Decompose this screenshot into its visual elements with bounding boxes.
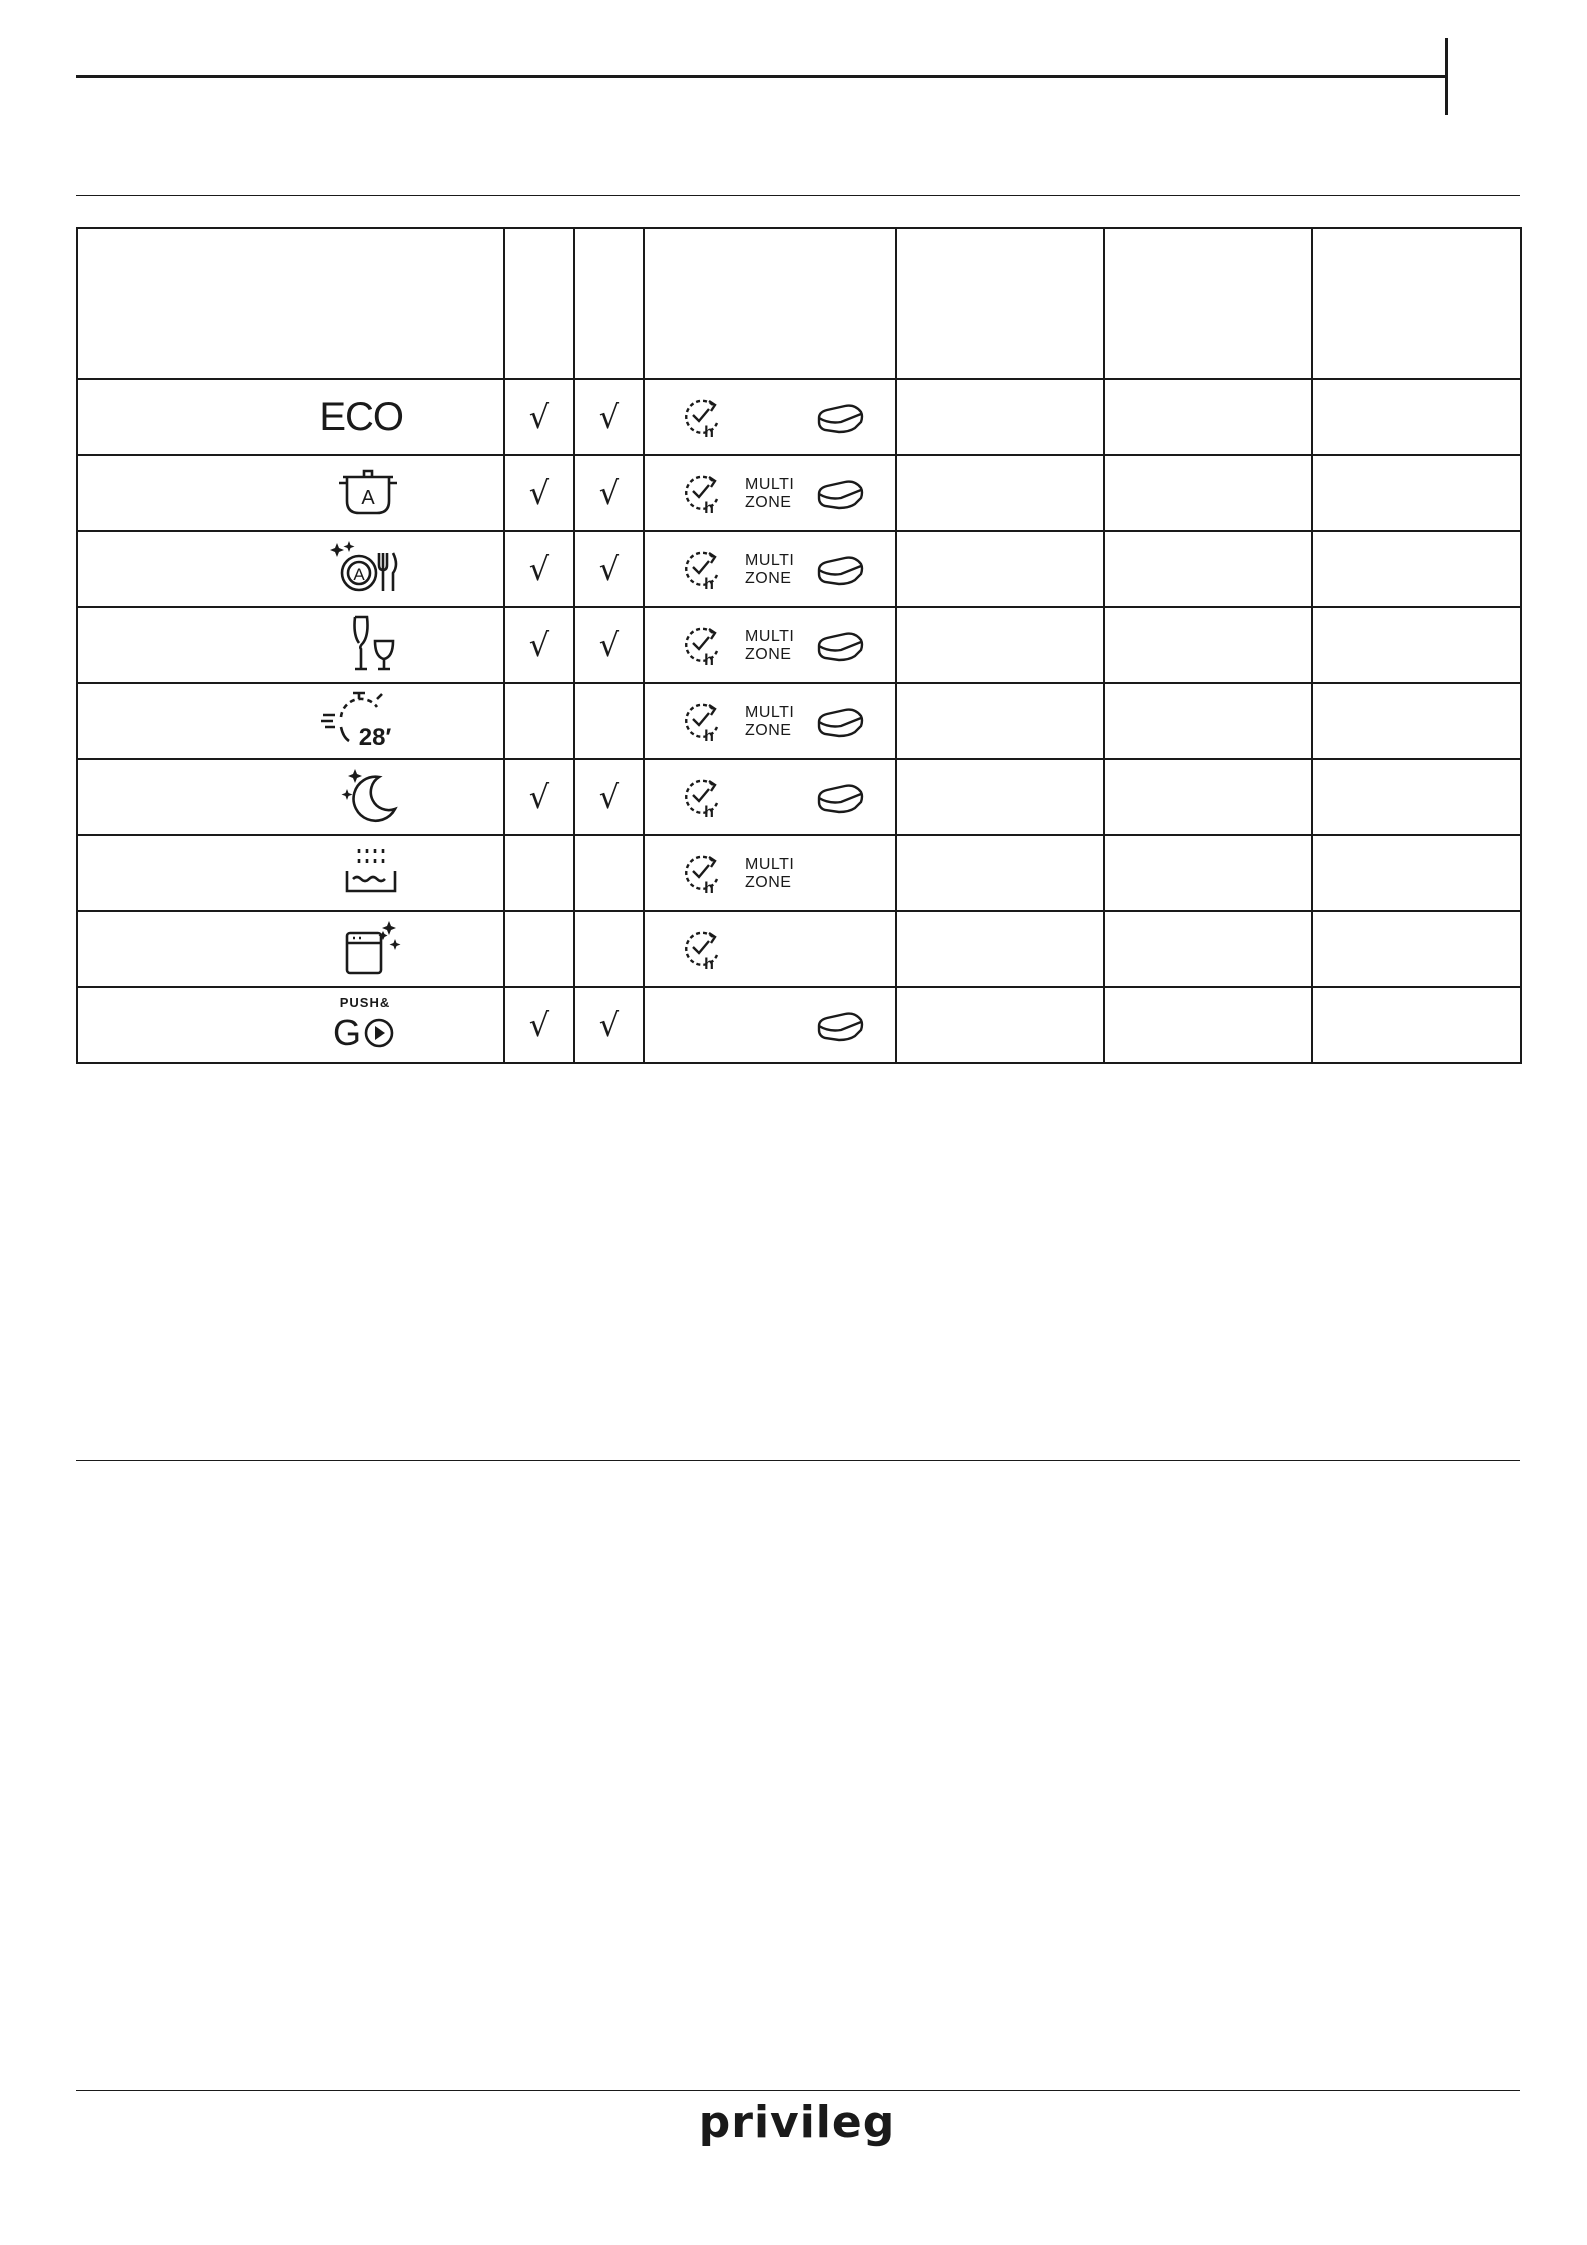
svg-text:G: G — [332, 1011, 362, 1053]
empty-cell — [896, 987, 1104, 1063]
check-mark: √ — [598, 626, 620, 664]
tablet-icon — [815, 706, 865, 740]
program-icon-cell — [77, 455, 504, 531]
program-icon-cell — [77, 835, 504, 911]
top-corner-tick — [1445, 38, 1448, 115]
options-cell — [644, 531, 896, 607]
multizone-line2: ZONE — [745, 646, 792, 663]
svg-text:28′: 28′ — [358, 723, 392, 751]
multizone-line2: ZONE — [745, 494, 792, 511]
options-cell — [644, 987, 896, 1063]
tablet-icon — [815, 478, 865, 512]
check-mark: √ — [528, 778, 550, 816]
check-mark: √ — [598, 474, 620, 512]
check-cell-2 — [574, 607, 644, 683]
empty-cell — [1104, 759, 1312, 835]
footer-rule — [76, 2090, 1520, 2091]
options-group — [645, 686, 895, 756]
multizone-line1: MULTI — [745, 856, 795, 873]
options-cell — [644, 683, 896, 759]
fast-28-program-icon — [319, 723, 403, 755]
check-cell-1 — [504, 911, 574, 987]
empty-cell — [1104, 379, 1312, 455]
svg-text:h: h — [704, 728, 714, 745]
bottom-section-rule — [76, 1460, 1520, 1461]
check-cell-2 — [574, 379, 644, 455]
multizone-icon — [745, 856, 794, 892]
empty-cell — [896, 379, 1104, 455]
empty-cell — [1312, 835, 1521, 911]
multizone-icon — [745, 476, 794, 512]
options-group — [645, 914, 895, 984]
svg-text:h: h — [704, 880, 714, 897]
program-row-auto-intensive — [77, 455, 1521, 531]
empty-cell — [1312, 911, 1521, 987]
check-mark: √ — [528, 626, 550, 664]
check-cell-1 — [504, 379, 574, 455]
svg-text:A: A — [361, 486, 375, 509]
program-icon-cell — [77, 759, 504, 835]
empty-cell — [1104, 987, 1312, 1063]
program-row-night — [77, 759, 1521, 835]
check-cell-1 — [504, 835, 574, 911]
tablet-icon — [815, 1010, 865, 1044]
multizone-line1: MULTI — [745, 628, 795, 645]
auto-intensive-program-icon — [333, 486, 403, 525]
svg-text:h: h — [704, 652, 714, 669]
svg-text:h: h — [704, 500, 714, 517]
options-cell — [644, 379, 896, 455]
glass-program-icon — [343, 662, 403, 679]
section-rule — [76, 195, 1520, 196]
empty-cell — [896, 455, 1104, 531]
brand-logo — [672, 2095, 922, 2151]
empty-cell — [1312, 455, 1521, 531]
check-mark: √ — [528, 550, 550, 588]
night-program-icon — [339, 814, 403, 831]
empty-cell — [896, 759, 1104, 835]
check-mark: √ — [598, 1006, 620, 1044]
empty-cell — [1312, 683, 1521, 759]
program-row-sanitize — [77, 911, 1521, 987]
delay-start-icon — [679, 623, 725, 669]
header-cell — [504, 228, 574, 379]
empty-cell — [1104, 911, 1312, 987]
empty-cell — [1104, 531, 1312, 607]
check-mark: √ — [598, 398, 620, 436]
check-cell-1 — [504, 531, 574, 607]
program-table — [76, 227, 1522, 1064]
program-row-push-and-go — [77, 987, 1521, 1063]
check-mark: √ — [598, 550, 620, 588]
program-row-fast-28 — [77, 683, 1521, 759]
header-cell — [77, 228, 504, 379]
empty-cell — [1312, 531, 1521, 607]
header-cell — [574, 228, 644, 379]
multizone-line1: MULTI — [745, 476, 795, 493]
prewash-program-icon — [339, 888, 403, 905]
options-group — [645, 534, 895, 604]
delay-start-icon — [679, 471, 725, 517]
empty-cell — [1312, 607, 1521, 683]
options-cell — [644, 911, 896, 987]
tablet-icon — [815, 402, 865, 436]
options-group — [645, 990, 895, 1060]
check-cell-1 — [504, 607, 574, 683]
brand-logo-text: privileg — [698, 2097, 896, 2148]
multizone-icon — [745, 704, 794, 740]
delay-start-icon — [679, 547, 725, 593]
svg-text:h: h — [704, 424, 714, 441]
svg-text:h: h — [704, 804, 714, 821]
delay-start-icon — [679, 699, 725, 745]
empty-cell — [1104, 683, 1312, 759]
check-cell-1 — [504, 683, 574, 759]
options-group — [645, 382, 895, 452]
empty-cell — [896, 531, 1104, 607]
header-cell — [1312, 228, 1521, 379]
delay-start-icon — [679, 395, 725, 441]
program-row-auto-normal — [77, 531, 1521, 607]
empty-cell — [1104, 835, 1312, 911]
svg-text:PUSH&: PUSH& — [339, 994, 391, 1010]
empty-cell — [896, 607, 1104, 683]
multizone-line1: MULTI — [745, 704, 795, 721]
check-cell-1 — [504, 987, 574, 1063]
program-row-prewash — [77, 835, 1521, 911]
program-icon-cell — [77, 607, 504, 683]
check-cell-2 — [574, 683, 644, 759]
tablet-icon — [815, 554, 865, 588]
options-cell — [644, 759, 896, 835]
program-icon-cell — [77, 683, 504, 759]
empty-cell — [1312, 987, 1521, 1063]
program-row-eco — [77, 379, 1521, 455]
tablet-icon — [815, 782, 865, 816]
check-cell-1 — [504, 759, 574, 835]
header-cell — [1104, 228, 1312, 379]
check-mark: √ — [528, 398, 550, 436]
check-cell-1 — [504, 455, 574, 531]
delay-start-icon — [679, 927, 725, 973]
svg-text:A: A — [353, 564, 365, 584]
options-group — [645, 762, 895, 832]
multizone-line2: ZONE — [745, 570, 792, 587]
options-cell — [644, 835, 896, 911]
empty-cell — [896, 683, 1104, 759]
empty-cell — [1104, 607, 1312, 683]
multizone-line2: ZONE — [745, 874, 792, 891]
empty-cell — [1312, 379, 1521, 455]
check-cell-2 — [574, 455, 644, 531]
options-group — [645, 610, 895, 680]
program-row-glass — [77, 607, 1521, 683]
options-cell — [644, 607, 896, 683]
program-icon-cell — [77, 987, 504, 1063]
multizone-line2: ZONE — [745, 722, 792, 739]
multizone-icon — [745, 628, 794, 664]
program-icon-cell — [77, 911, 504, 987]
empty-cell — [1312, 759, 1521, 835]
empty-cell — [896, 835, 1104, 911]
delay-start-icon — [679, 851, 725, 897]
check-cell-2 — [574, 835, 644, 911]
table-header-row — [77, 228, 1521, 379]
check-cell-2 — [574, 987, 644, 1063]
eco-program-icon: ECO — [319, 394, 403, 439]
empty-cell — [896, 911, 1104, 987]
options-cell — [644, 455, 896, 531]
header-cell — [896, 228, 1104, 379]
tablet-icon — [815, 630, 865, 664]
auto-normal-program-icon — [327, 564, 403, 603]
header-cell — [644, 228, 896, 379]
check-cell-2 — [574, 531, 644, 607]
program-icon-cell — [77, 379, 504, 455]
options-group — [645, 458, 895, 528]
options-group — [645, 838, 895, 908]
check-cell-2 — [574, 911, 644, 987]
check-mark: √ — [528, 1006, 550, 1044]
push-and-go-program-icon — [327, 994, 403, 1057]
check-mark: √ — [598, 778, 620, 816]
multizone-icon — [745, 552, 794, 588]
multizone-line1: MULTI — [745, 552, 795, 569]
empty-cell — [1104, 455, 1312, 531]
check-mark: √ — [528, 474, 550, 512]
top-rule — [76, 75, 1448, 78]
svg-text:h: h — [704, 956, 714, 973]
check-cell-2 — [574, 759, 644, 835]
svg-text:h: h — [704, 576, 714, 593]
delay-start-icon — [679, 775, 725, 821]
program-icon-cell — [77, 531, 504, 607]
sanitize-program-icon — [339, 966, 403, 983]
